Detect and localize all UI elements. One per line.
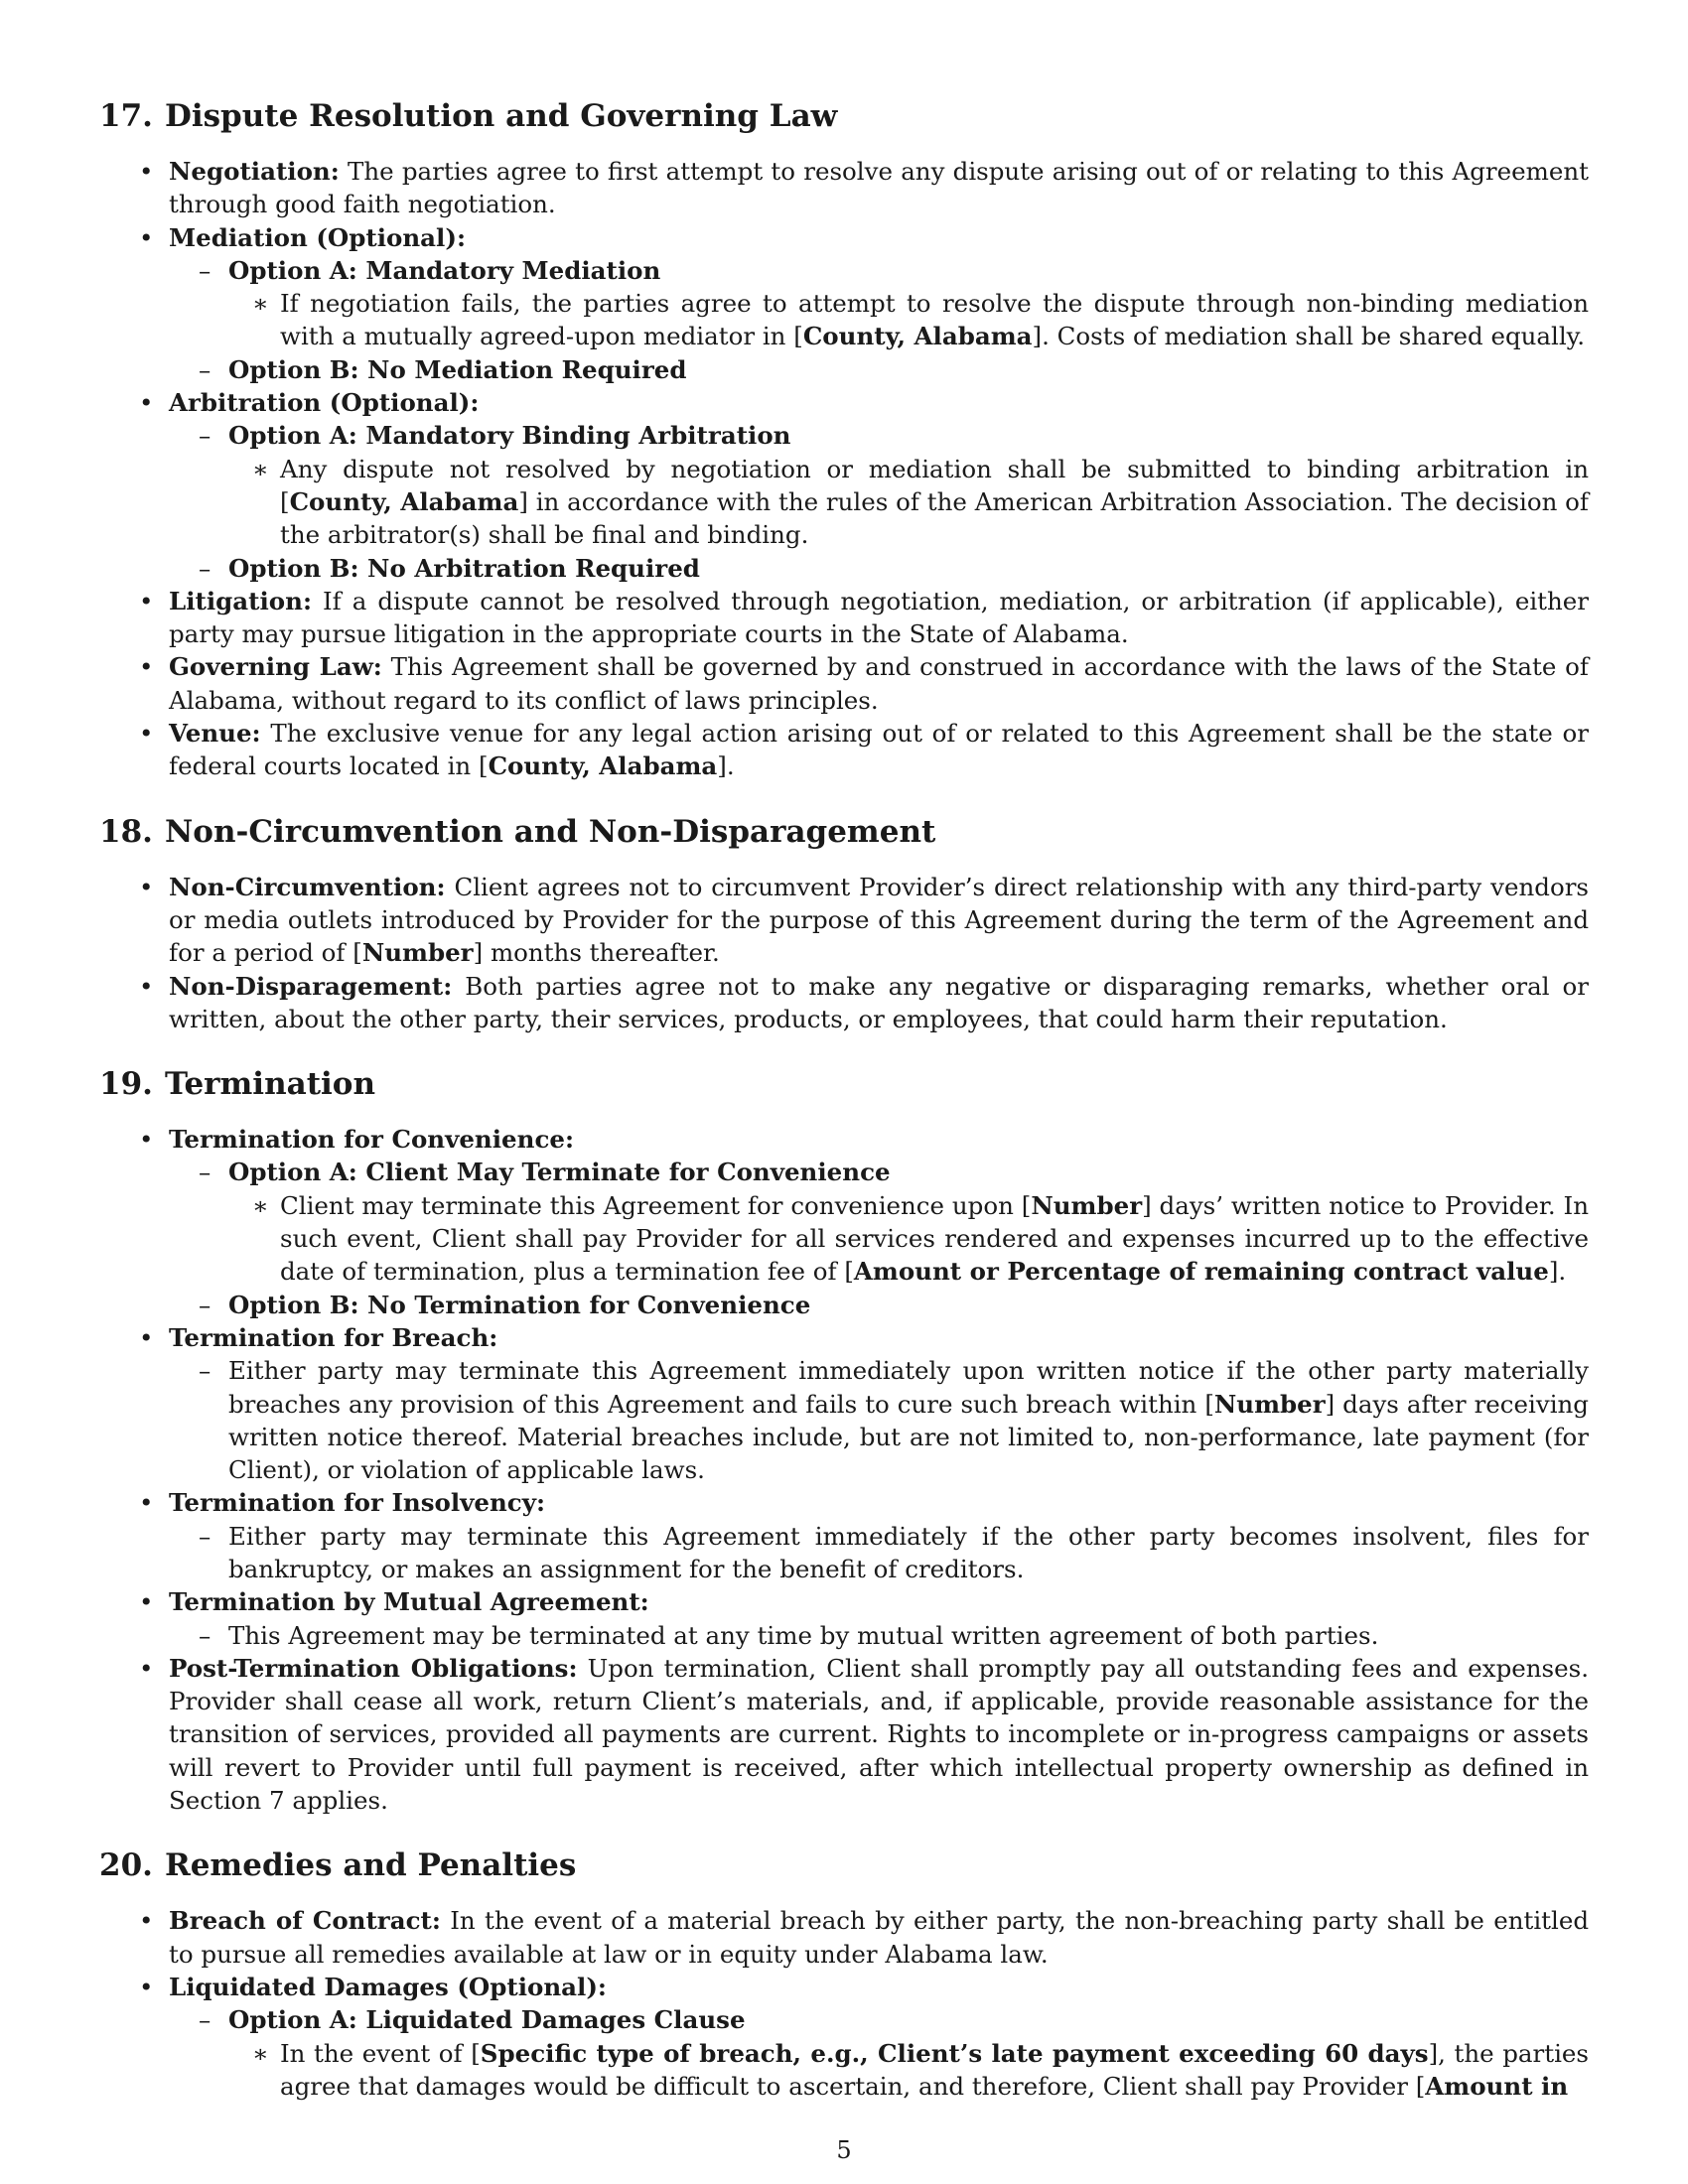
option-detail-list <box>228 2037 1589 2104</box>
section <box>99 1846 1589 2103</box>
text-run: Either party may terminate this Agreement immediately upon written notice if the other party materially breaches any provision of this Agreement and fails to cure such breach within [ <box>228 1356 1589 1419</box>
option-label: Option A: Client May Terminate for Convenience <box>228 1158 891 1187</box>
clause-item <box>99 1904 1589 1971</box>
section <box>99 97 1589 783</box>
option-label: Option B: No Termination for Convenience <box>228 1290 811 1319</box>
option-label: Option A: Mandatory Mediation <box>228 255 661 285</box>
clause-text: In the event of a material breach by either party, the non-breaching party shall be entitled to pursue all remedies available at law or in equity under Alabama law. <box>169 1906 1590 1969</box>
clause-list <box>99 1123 1589 1817</box>
text-run: The exclusive venue for any legal action arising out of or related to this Agreement shall be the state or federal courts located in [ <box>169 719 1589 781</box>
option-detail <box>228 287 1589 353</box>
clause-label: Governing Law: <box>169 652 382 682</box>
section-number: 19. <box>99 1066 153 1103</box>
clause-text: Both parties agree not to make any negative or disparaging remarks, whether oral or written, about the other party, their services, products, or employees, that could harm their reputation. <box>169 971 1589 1033</box>
clause-item <box>99 221 1589 386</box>
section-heading <box>99 813 1589 851</box>
option-label: Option B: No Mediation Required <box>228 354 687 384</box>
clause-label: Litigation: <box>169 586 312 615</box>
option-item <box>169 552 1589 585</box>
option-item <box>169 419 1589 551</box>
placeholder-field: Number <box>1031 1190 1143 1220</box>
text-run: Client agrees not to circumvent Provider’s direct relationship with any third-party vendors or media outlets introduced by Provider for the purpose of this Agreement during the term of the Agreement and for a period of [ <box>169 872 1589 968</box>
option-list <box>169 2003 1589 2103</box>
clause-label: Non-Disparagement: <box>169 971 453 1001</box>
clause-item <box>99 155 1589 221</box>
option-item <box>169 1156 1589 1288</box>
text-run: In the event of [ <box>280 2038 481 2068</box>
clause-item <box>99 1486 1589 1585</box>
clause-item <box>99 1971 1589 2103</box>
placeholder-field: County, Alabama <box>802 322 1033 351</box>
clause-label: Termination for Convenience: <box>169 1125 575 1155</box>
section-title: Remedies and Penalties <box>164 1847 577 1884</box>
sub-clause-list <box>169 1520 1589 1586</box>
text-run: Client may terminate this Agreement for convenience upon [ <box>280 1190 1032 1220</box>
text-run: ] months thereafter. <box>473 938 720 968</box>
clause-label: Termination by Mutual Agreement: <box>169 1587 649 1617</box>
clause-item <box>99 650 1589 717</box>
section-title: Dispute Resolution and Governing Law <box>164 98 838 134</box>
clause-text: If a dispute cannot be resolved through negotiation, mediation, or arbitration (if applicable), either party may pursue litigation in the appropriate courts in the State of Alabama. <box>169 586 1589 649</box>
clause-label: Post-Termination Obligations: <box>169 1653 578 1683</box>
text-run: ]. <box>1548 1257 1567 1287</box>
section-title: Termination <box>164 1066 376 1103</box>
text-run: ] days’ written notice to Provider. In such event, Client shall pay Provider for all services rendered and expenses incurred up to the effective date of termination, plus a termination fee of [ <box>280 1190 1589 1287</box>
clause-label: Venue: <box>169 719 261 749</box>
placeholder-field: County, Alabama <box>488 751 718 781</box>
option-item <box>169 1289 1589 1321</box>
clause-item <box>99 1123 1589 1321</box>
clause-label: Breach of Contract: <box>169 1906 441 1936</box>
placeholder-field: Number <box>1213 1389 1326 1419</box>
page-number: 5 <box>836 2136 852 2164</box>
placeholder-field: Number <box>361 938 474 968</box>
text-run: ], the parties agree that damages would be difficult to ascertain, and therefore, Client shall pay Provider [ <box>280 2038 1589 2101</box>
text-run: ] days after receiving written notice thereof. Material breaches include, but are not limited to, non-performance, late payment (for Client), or violation of applicable laws. <box>228 1389 1589 1485</box>
section-heading <box>99 1846 1589 1884</box>
clause-list <box>99 1904 1589 2103</box>
section <box>99 1065 1589 1817</box>
text-run: ]. Costs of mediation shall be shared equally. <box>1032 322 1586 351</box>
option-detail-list <box>228 1189 1589 1289</box>
option-label: Option A: Mandatory Binding Arbitration <box>228 421 791 451</box>
placeholder-field: Specific type of breach, e.g., Client’s late payment exceeding 60 days <box>480 2038 1429 2068</box>
option-detail-list <box>228 287 1589 353</box>
text-run: Either party may terminate this Agreement immediately if the other party becomes insolvent, files for bankruptcy, or makes an assignment for the benefit of creditors. <box>228 1521 1589 1583</box>
clause-text: This Agreement shall be governed by and construed in accordance with the laws of the State of Alabama, without regard to its conflict of laws principles. <box>169 652 1589 715</box>
placeholder-field: Amount in <box>1425 2071 1569 2101</box>
clause-text: Upon termination, Client shall promptly pay all outstanding fees and expenses. Provider shall cease all work, return Client’s materials, and, if applicable, provide reasonable assistance for the transition of services, provided all payments are current. Rights to incomplete or in-progress campaigns or assets will revert to Provider until full payment is received, after which intellectual property ownership as defined in Section 7 applies. <box>169 1653 1589 1816</box>
option-item <box>169 2003 1589 2103</box>
clause-item <box>99 970 1589 1036</box>
option-list <box>169 419 1589 584</box>
section-number: 18. <box>99 813 153 850</box>
clause-label: Termination for Insolvency: <box>169 1488 546 1518</box>
clause-text: The parties agree to first attempt to resolve any dispute arising out of or relating to this Agreement through good faith negotiation. <box>169 157 1589 219</box>
placeholder-field: Amount or Percentage of remaining contract value <box>853 1257 1549 1287</box>
clause-item <box>99 871 1589 970</box>
option-detail <box>228 2037 1589 2104</box>
text-run: Any dispute not resolved by negotiation or mediation shall be submitted to binding arbitration in [ <box>280 454 1589 516</box>
option-detail <box>228 1189 1589 1289</box>
clause-label: Liquidated Damages (Optional): <box>169 1972 607 2001</box>
option-item <box>169 254 1589 353</box>
placeholder-field: County, Alabama <box>289 486 519 516</box>
clause-item <box>99 386 1589 585</box>
clause-label: Negotiation: <box>169 157 340 186</box>
text-run: ]. <box>717 751 735 781</box>
text-run: If negotiation fails, the parties agree to attempt to resolve the dispute through non-binding mediation with a mutually agreed-upon mediator in [ <box>280 289 1589 351</box>
sub-clause-list <box>169 1619 1589 1652</box>
option-detail-list <box>228 453 1589 552</box>
clause-label: Mediation (Optional): <box>169 222 466 252</box>
clause-label: Non-Circumvention: <box>169 872 446 901</box>
option-item <box>169 353 1589 386</box>
option-label: Option A: Liquidated Damages Clause <box>228 2005 746 2035</box>
clause-list <box>99 155 1589 783</box>
sub-clause-item <box>169 1619 1589 1652</box>
clause-list <box>99 871 1589 1035</box>
sub-clause-item <box>169 1354 1589 1486</box>
clause-label: Termination for Breach: <box>169 1322 498 1352</box>
clause-item <box>99 1585 1589 1652</box>
clause-item <box>99 585 1589 651</box>
section-heading <box>99 1065 1589 1103</box>
sub-clause-item <box>169 1520 1589 1586</box>
text-run: This Agreement may be terminated at any time by mutual written agreement of both parties. <box>228 1620 1379 1650</box>
text-run: ] in accordance with the rules of the American Arbitration Association. The decision of the arbitrator(s) shall be final and binding. <box>280 486 1590 550</box>
sub-clause-list <box>169 1354 1589 1486</box>
option-list <box>169 1156 1589 1320</box>
clause-item <box>99 1652 1589 1817</box>
section-heading <box>99 97 1589 135</box>
clause-item <box>99 717 1589 783</box>
clause-label: Arbitration (Optional): <box>169 388 480 418</box>
section <box>99 813 1589 1035</box>
section-number: 20. <box>99 1847 153 1884</box>
option-list <box>169 254 1589 386</box>
section-number: 17. <box>99 98 153 134</box>
option-detail <box>228 453 1589 552</box>
section-title: Non-Circumvention and Non-Disparagement <box>164 813 936 850</box>
option-label: Option B: No Arbitration Required <box>228 553 700 583</box>
document-page <box>99 97 1589 2132</box>
clause-item <box>99 1321 1589 1486</box>
